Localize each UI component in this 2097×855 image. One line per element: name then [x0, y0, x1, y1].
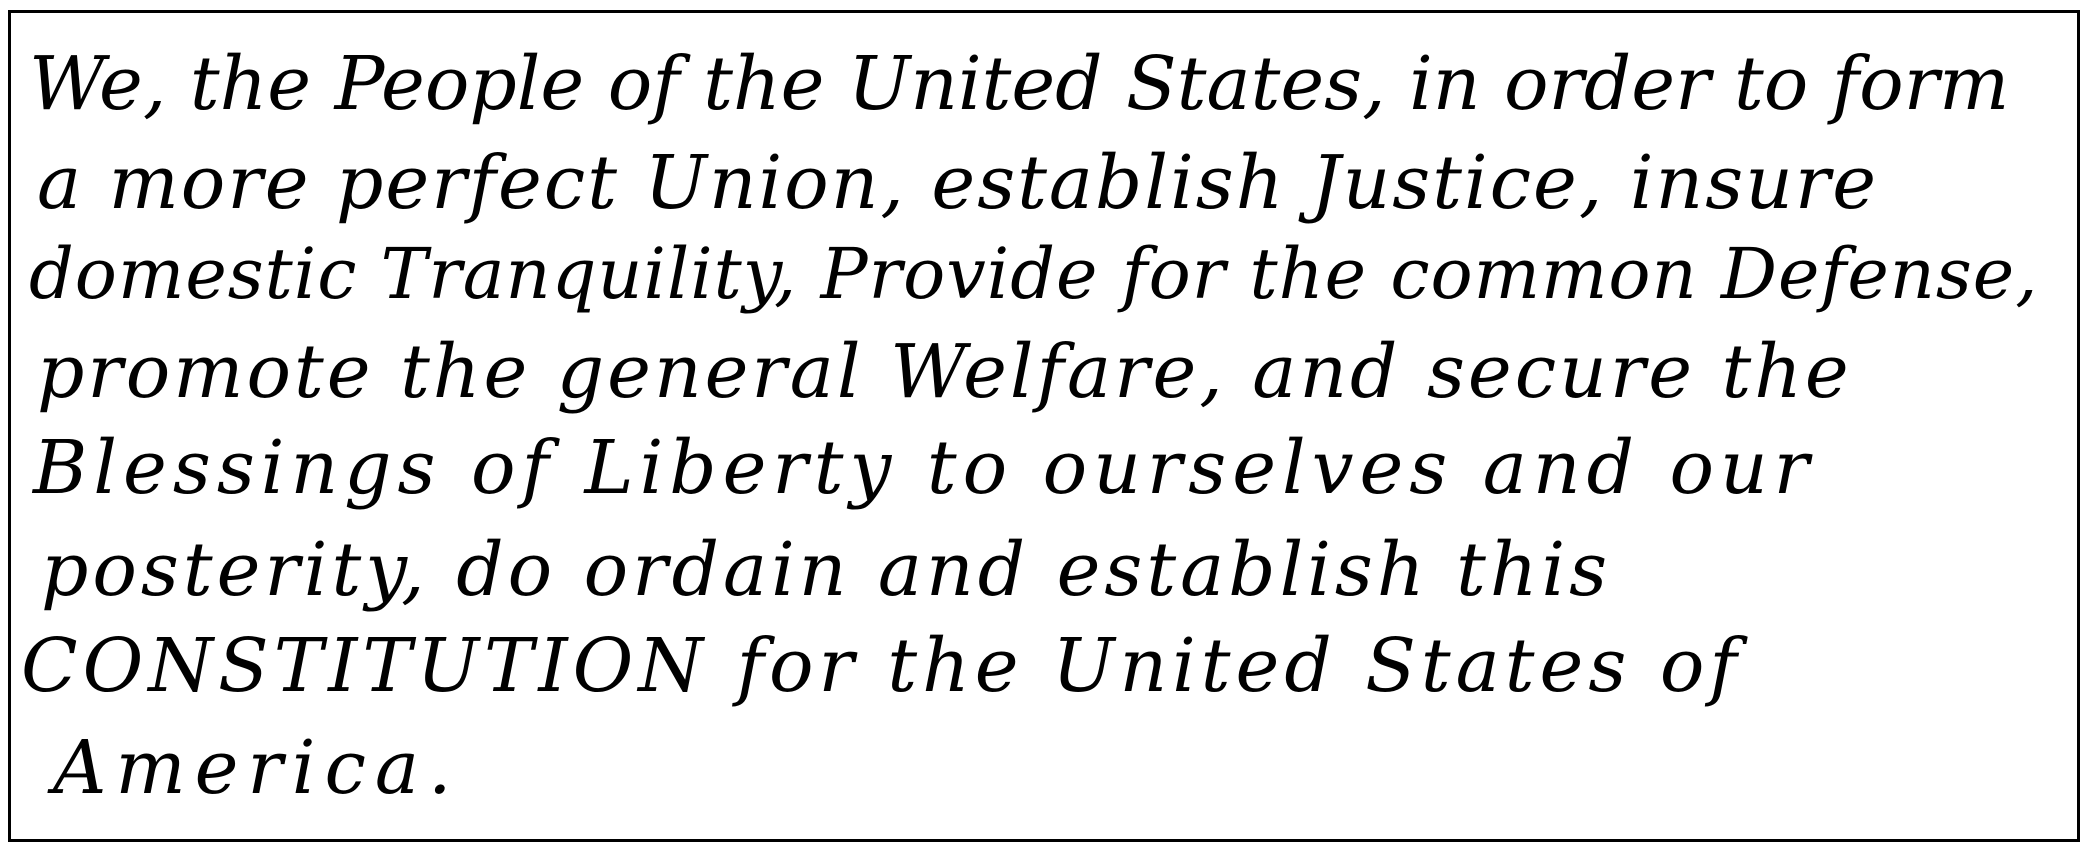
text-line-8: America.	[53, 725, 461, 811]
handwritten-page	[8, 10, 2080, 842]
text-line-1: We, the People of the United States, in order to form	[29, 41, 2010, 127]
text-line-3: domestic Tranquility, Provide for the common Defense,	[29, 233, 2039, 315]
text-line-6: posterity, do ordain and establish this	[41, 527, 1612, 613]
text-line-7: CONSTITUTION for the United States of	[21, 623, 1742, 709]
text-line-2: a more perfect Union, establish Justice, insure	[37, 140, 1879, 226]
text-line-5: Blessings of Liberty to ourselves and our	[33, 425, 1816, 511]
text-line-4: promote the general Welfare, and secure the	[37, 329, 1852, 415]
